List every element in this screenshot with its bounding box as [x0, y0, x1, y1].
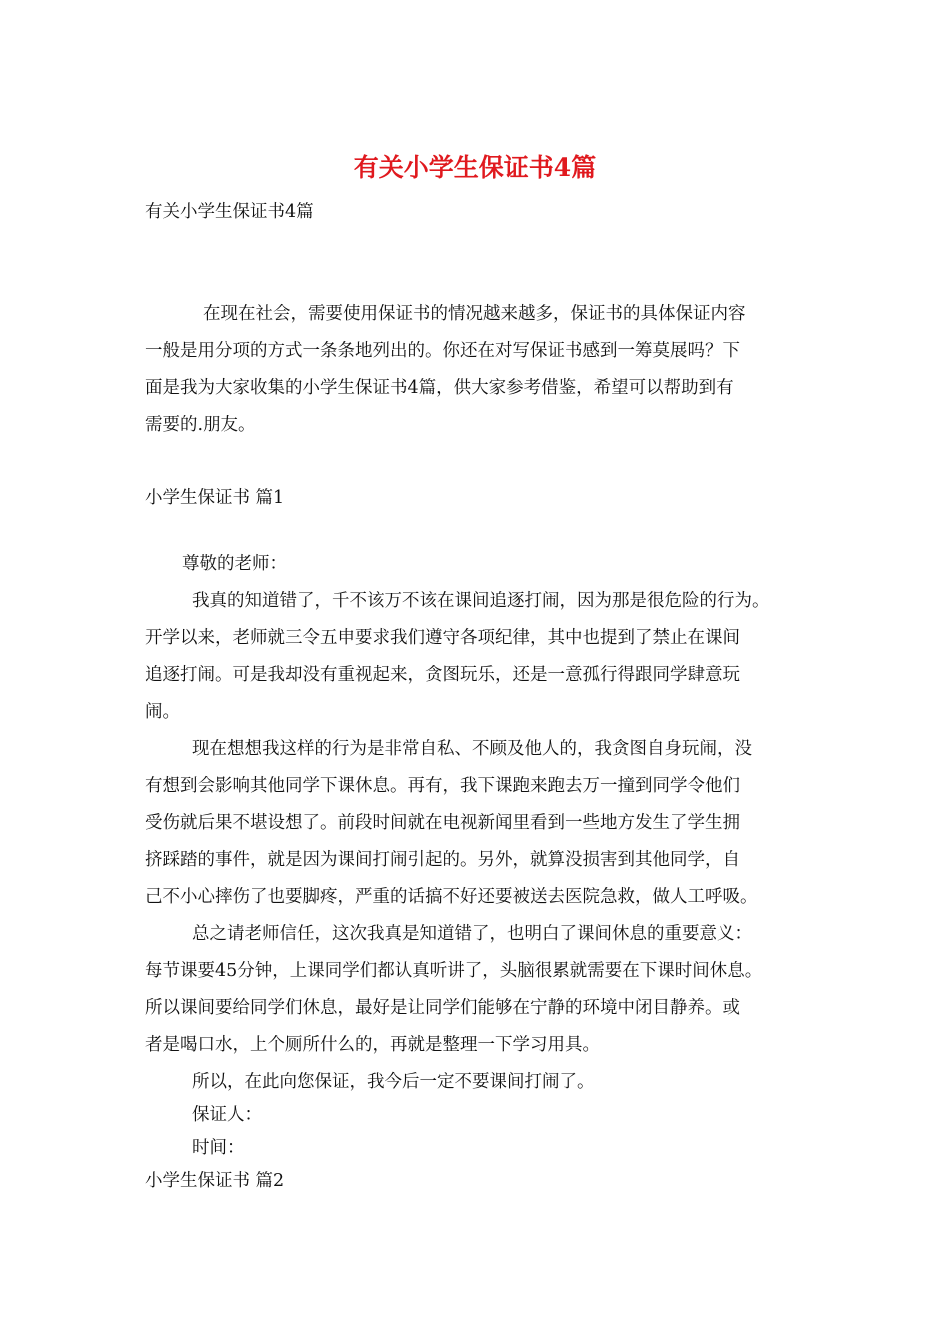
intro-line: 在现在社会，需要使用保证书的情况越来越多，保证书的具体保证内容 [203, 304, 746, 324]
paragraph-line: 开学以来，老师就三令五申要求我们遵守各项纪律，其中也提到了禁止在课间 [145, 628, 740, 648]
paragraph-line: 追逐打闹。可是我却没有重视起来，贪图玩乐，还是一意孤行得跟同学肆意玩 [145, 665, 740, 685]
paragraph-line: 现在想想我这样的行为是非常自私、不顾及他人的，我贪图自身玩闹，没 [192, 739, 752, 759]
intro-line: 一般是用分项的方式一条条地列出的。你还在对写保证书感到一筹莫展吗？下 [145, 341, 740, 361]
time-label: 时间： [192, 1138, 245, 1158]
section-heading-2: 小学生保证书 篇2 [145, 1171, 285, 1191]
paragraph-line: 总之请老师信任，这次我真是知道错了，也明白了课间休息的重要意义： [192, 924, 752, 944]
paragraph-line: 挤踩踏的事件，就是因为课间打闹引起的。另外，就算没损害到其他同学，自 [145, 850, 740, 870]
paragraph-line: 每节课要45分钟，上课同学们都认真听讲了，头脑很累就需要在下课时间休息。 [145, 961, 763, 981]
paragraph-line: 受伤就后果不堪设想了。前段时间就在电视新闻里看到一些地方发生了学生拥 [145, 813, 740, 833]
paragraph-line: 所以课间要给同学们休息，最好是让同学们能够在宁静的环境中闭目静养。或 [145, 998, 740, 1018]
paragraph-line: 有想到会影响其他同学下课休息。再有，我下课跑来跑去万一撞到同学令他们 [145, 776, 740, 796]
paragraph-line: 我真的知道错了，千不该万不该在课间追逐打闹，因为那是很危险的行为。 [192, 591, 770, 611]
intro-line: 需要的.朋友。 [145, 415, 256, 435]
pledge-line: 所以，在此向您保证，我今后一定不要课间打闹了。 [192, 1072, 595, 1092]
paragraph-line: 闹。 [145, 702, 180, 722]
document-title: 有关小学生保证书4篇 [353, 153, 597, 182]
section-heading-1: 小学生保证书 篇1 [145, 488, 285, 508]
document-subtitle: 有关小学生保证书4篇 [145, 202, 314, 222]
paragraph-line: 者是喝口水，上个厕所什么的，再就是整理一下学习用具。 [145, 1035, 600, 1055]
guarantor-label: 保证人： [192, 1105, 262, 1125]
salutation: 尊敬的老师： [182, 554, 287, 574]
intro-line: 面是我为大家收集的小学生保证书4篇，供大家参考借鉴，希望可以帮助到有 [145, 378, 734, 398]
paragraph-line: 己不小心摔伤了也要脚疼，严重的话搞不好还要被送去医院急救，做人工呼吸。 [145, 887, 758, 907]
